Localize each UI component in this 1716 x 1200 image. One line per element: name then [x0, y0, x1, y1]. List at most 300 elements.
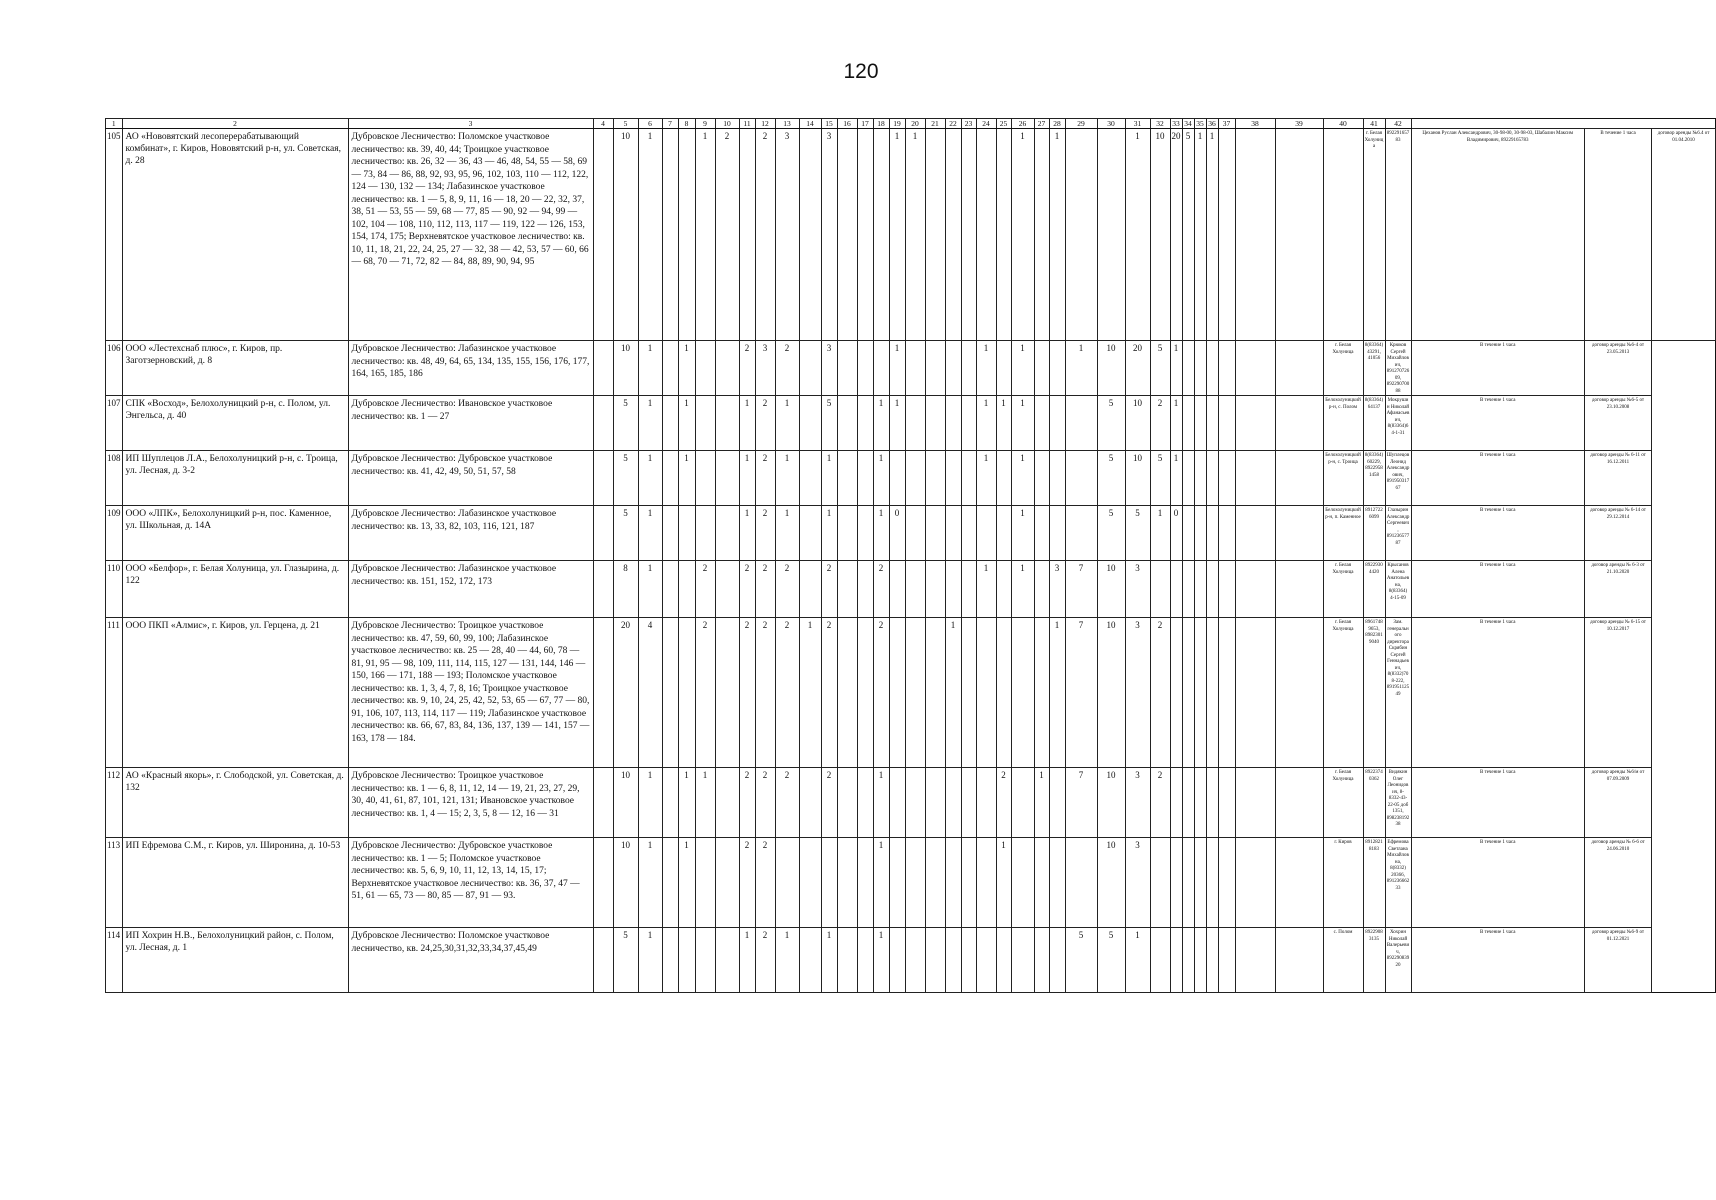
count-cell: 1: [1194, 129, 1206, 341]
count-cell: [857, 928, 873, 993]
count-cell: [905, 506, 925, 561]
count-cell: [1194, 341, 1206, 396]
count-cell: [1275, 618, 1323, 768]
count-cell: [905, 561, 925, 618]
count-cell: [1218, 768, 1235, 838]
count-cell: 1: [678, 396, 695, 451]
count-cell: [593, 341, 613, 396]
count-cell: [1218, 451, 1235, 506]
count-cell: [1049, 341, 1065, 396]
forestry-location-cell: Дубровское Лесничество: Лабазинское участковое лесничество: кв. 151, 152, 172, 173: [348, 561, 593, 618]
count-cell: 5: [821, 396, 837, 451]
row-number: 107: [106, 396, 123, 451]
count-cell: 1: [695, 768, 715, 838]
column-number: 17: [857, 119, 873, 129]
count-cell: 1: [638, 396, 662, 451]
count-cell: [961, 451, 976, 506]
row-number: 111: [106, 618, 123, 768]
count-cell: 7: [1065, 618, 1097, 768]
contract-cell: договор аренды №6/м от 07.09.2009: [1584, 768, 1651, 838]
column-number: 10: [715, 119, 739, 129]
contact-person-cell: Цеханов Руслан Александрович, 30-98-00, 30-98-03, Шабалин Максим Владимирович, 89229165783: [1411, 129, 1584, 341]
count-cell: [961, 561, 976, 618]
count-cell: [1206, 561, 1218, 618]
count-cell: [945, 129, 961, 341]
count-cell: 1: [1125, 928, 1150, 993]
count-cell: 2: [775, 561, 799, 618]
settlement-cell: с. Полом: [1323, 928, 1363, 993]
count-cell: 1: [873, 506, 889, 561]
column-number: 34: [1182, 119, 1194, 129]
count-cell: [1206, 928, 1218, 993]
count-cell: [857, 451, 873, 506]
forest-register-table: [105, 118, 1716, 993]
count-cell: [1235, 341, 1275, 396]
count-cell: 1: [775, 396, 799, 451]
count-cell: [1194, 561, 1206, 618]
table-row: [106, 341, 1716, 396]
count-cell: [1275, 396, 1323, 451]
count-cell: 1: [638, 928, 662, 993]
contract-cell: договор аренды №6-5 от 23.10.2008: [1584, 396, 1651, 451]
count-cell: [1218, 396, 1235, 451]
table-row: [106, 928, 1716, 993]
column-number: 14: [799, 119, 821, 129]
count-cell: [662, 768, 678, 838]
count-cell: 1: [976, 341, 996, 396]
count-cell: [715, 506, 739, 561]
count-cell: 5: [613, 451, 638, 506]
count-cell: 7: [1065, 561, 1097, 618]
column-number: 13: [775, 119, 799, 129]
count-cell: [593, 396, 613, 451]
phone-cell: 8(83364) 64137: [1363, 396, 1385, 451]
count-cell: 5: [1097, 451, 1125, 506]
count-cell: [678, 561, 695, 618]
response-time-cell: В течение 1 часа: [1584, 129, 1651, 341]
count-cell: 1: [739, 396, 755, 451]
count-cell: 1: [821, 928, 837, 993]
contract-cell: договор аренды №6-4 от 23.05.2013: [1584, 341, 1651, 396]
count-cell: 1: [873, 396, 889, 451]
count-cell: 2: [1150, 618, 1170, 768]
count-cell: 1: [1011, 506, 1034, 561]
table-row: [106, 838, 1716, 928]
contact-person-cell: Глазырин Александр Сергеевич, 89123657787: [1385, 506, 1411, 561]
settlement-cell: г. Белая Холуница: [1363, 129, 1385, 341]
column-number: 40: [1323, 119, 1363, 129]
count-cell: [1011, 618, 1034, 768]
count-cell: [1218, 838, 1235, 928]
count-cell: 1: [996, 396, 1011, 451]
count-cell: [996, 451, 1011, 506]
count-cell: 5: [1150, 341, 1170, 396]
count-cell: 3: [821, 341, 837, 396]
contact-person-cell: Ефремова Светлана Михайловна, 8(8332) 20366, 89123666233: [1385, 838, 1411, 928]
count-cell: 1: [1049, 618, 1065, 768]
count-cell: [961, 341, 976, 396]
column-number: 27: [1034, 119, 1049, 129]
forestry-location-cell: Дубровское Лесничество: Троицкое участковое лесничество: кв. 1 — 6, 8, 11, 12, 14 — 19, 21, 23, 27, 29, 30, 40, 41, 61, 87, 101, 121, 131; Ивановское участковое лесничество: кв. 1, 4 — 15; 2, 3, 5, 8 — 12, 16 — 31: [348, 768, 593, 838]
phone-cell: 89617489653, 89823019040: [1363, 618, 1385, 768]
count-cell: [593, 451, 613, 506]
count-cell: [905, 928, 925, 993]
count-cell: [945, 506, 961, 561]
count-cell: 1: [945, 618, 961, 768]
count-cell: [857, 618, 873, 768]
count-cell: [925, 506, 945, 561]
count-cell: [1206, 838, 1218, 928]
count-cell: [976, 129, 996, 341]
count-cell: [799, 768, 821, 838]
count-cell: [925, 396, 945, 451]
count-cell: 5: [1182, 129, 1194, 341]
column-number: 32: [1150, 119, 1170, 129]
contract-cell: договор аренды № 6-3 от 21.10.2020: [1584, 561, 1651, 618]
count-cell: [857, 768, 873, 838]
count-cell: [593, 129, 613, 341]
count-cell: [799, 396, 821, 451]
count-cell: [1170, 928, 1182, 993]
count-cell: 1: [638, 451, 662, 506]
count-cell: 1: [775, 506, 799, 561]
count-cell: [1275, 768, 1323, 838]
count-cell: [715, 768, 739, 838]
count-cell: [1011, 928, 1034, 993]
count-cell: 3: [1125, 561, 1150, 618]
count-cell: [1150, 561, 1170, 618]
count-cell: [1235, 129, 1275, 341]
response-time-cell: В течение 1 часа: [1411, 768, 1584, 838]
contract-cell: договор аренды № 6-6 от 24.06.2010: [1584, 838, 1651, 928]
count-cell: 1: [821, 506, 837, 561]
count-cell: [1194, 838, 1206, 928]
count-cell: 2: [873, 618, 889, 768]
count-cell: 4: [638, 618, 662, 768]
count-cell: [1275, 129, 1323, 341]
count-cell: [976, 768, 996, 838]
count-cell: [695, 928, 715, 993]
column-number: 1: [106, 119, 123, 129]
count-cell: [1275, 451, 1323, 506]
count-cell: [662, 838, 678, 928]
count-cell: 3: [821, 129, 837, 341]
count-cell: [695, 838, 715, 928]
column-number-row: [106, 119, 1716, 129]
count-cell: [1182, 561, 1194, 618]
count-cell: 2: [775, 341, 799, 396]
count-cell: 5: [1065, 928, 1097, 993]
count-cell: 1: [638, 129, 662, 341]
count-cell: 1: [638, 768, 662, 838]
response-time-cell: В течение 1 часа: [1411, 506, 1584, 561]
forestry-location-cell: Дубровское Лесничество: Поломское участковое лесничество, кв. 24,25,30,31,32,33,34,37,45,49: [348, 928, 593, 993]
count-cell: 2: [739, 561, 755, 618]
forestry-location-cell: Дубровское Лесничество: Поломское участковое лесничество: кв. 39, 40, 44; Троицкое участковое лесничество: кв. 26, 32 — 36, 43 — 46, 48, 54, 55 — 58, 69 — 73, 84 — 86, 88, 92, 93, 95, 96, 102, 103, 110 — 112, 122, 124 — 130, 132 — 134; Лабазинское участковое лесничество: кв. 1 — 5, 8, 9, 11, 16 — 18, 20 — 22, 32, 37, 38, 51 — 53, 55 — 59, 68 — 77, 85 — 90, 92 — 94, 99 — 102, 104 — 108, 110, 112, 113, 117 — 119, 122 — 126, 153, 154, 174, 175; Верхневятское участковое лесничество: кв. 10, 11, 18, 21, 22, 24, 25, 27 — 32, 38 — 42, 53, 57 — 60, 66 — 68, 70 — 71, 72, 82 — 84, 88, 89, 90, 94, 95: [348, 129, 593, 341]
column-number: 4: [593, 119, 613, 129]
settlement-cell: г. Белая Холуница: [1323, 341, 1363, 396]
count-cell: 1: [976, 451, 996, 506]
count-cell: 1: [821, 451, 837, 506]
column-number: 18: [873, 119, 889, 129]
count-cell: 1: [1049, 129, 1065, 341]
column-number: 15: [821, 119, 837, 129]
count-cell: 1: [1011, 396, 1034, 451]
count-cell: 20: [1125, 341, 1150, 396]
count-cell: [1049, 768, 1065, 838]
count-cell: [662, 396, 678, 451]
count-cell: [1182, 506, 1194, 561]
count-cell: 1: [638, 341, 662, 396]
count-cell: [961, 928, 976, 993]
column-number: 37: [1218, 119, 1235, 129]
count-cell: [1049, 451, 1065, 506]
count-cell: [1182, 618, 1194, 768]
count-cell: [799, 838, 821, 928]
count-cell: [976, 928, 996, 993]
count-cell: 3: [1049, 561, 1065, 618]
count-cell: [662, 451, 678, 506]
count-cell: [1049, 838, 1065, 928]
count-cell: [873, 341, 889, 396]
count-cell: [905, 838, 925, 928]
count-cell: [678, 618, 695, 768]
count-cell: 2: [821, 561, 837, 618]
settlement-cell: г. Белая Холуница: [1323, 561, 1363, 618]
settlement-cell: Белохолуницкий р-н, с. Полом: [1323, 396, 1363, 451]
count-cell: [889, 451, 905, 506]
count-cell: [1182, 451, 1194, 506]
phone-cell: 8(83364) 43291, 41056: [1363, 341, 1385, 396]
phone-cell: 89229304420: [1363, 561, 1385, 618]
count-cell: [1034, 129, 1049, 341]
count-cell: 2: [755, 838, 775, 928]
count-cell: [837, 618, 857, 768]
organization-cell: ИП Шуплецов Л.А., Белохолуницкий р-н, с. Троица, ул. Лесная, д. 3-2: [122, 451, 348, 506]
response-time-cell: В течение 1 часа: [1411, 928, 1584, 993]
count-cell: [715, 396, 739, 451]
count-cell: [1323, 129, 1363, 341]
count-cell: [1235, 838, 1275, 928]
count-cell: [1034, 838, 1049, 928]
count-cell: 1: [905, 129, 925, 341]
count-cell: [1049, 506, 1065, 561]
count-cell: [837, 838, 857, 928]
forestry-location-cell: Дубровское Лесничество: Троицкое участковое лесничество: кв. 47, 59, 60, 99, 100; Лабазинское участковое лесничество: кв. 25 — 28, 40 — 44, 60, 78 — 81, 91, 95 — 98, 109, 111, 114, 115, 127 — 131, 144, 146 — 150, 166 — 171, 188 — 193; Поломское участковое лесничество: кв. 1, 3, 4, 7, 8, 16; Троицкое участковое лесничество: кв. 9, 10, 24, 25, 42, 52, 53, 65 — 67, 77 — 80, 91, 106, 107, 113, 114, 117 — 119; Лабазинское участковое лесничество: кв. 66, 67, 83, 84, 136, 137, 139 — 141, 157 — 163, 178 — 184.: [348, 618, 593, 768]
count-cell: [1011, 838, 1034, 928]
count-cell: 0: [889, 506, 905, 561]
count-cell: [1182, 838, 1194, 928]
contact-person-cell: Хохрин Николай Валерьевич, 89229083920: [1385, 928, 1411, 993]
count-cell: [1182, 396, 1194, 451]
settlement-cell: г. Белая Холуница: [1323, 618, 1363, 768]
column-number: 22: [945, 119, 961, 129]
count-cell: [715, 451, 739, 506]
count-cell: [945, 451, 961, 506]
count-cell: 10: [613, 768, 638, 838]
table-row: [106, 451, 1716, 506]
count-cell: 1: [976, 561, 996, 618]
count-cell: [695, 506, 715, 561]
column-number: 38: [1235, 119, 1275, 129]
column-number: 25: [996, 119, 1011, 129]
column-number: 19: [889, 119, 905, 129]
organization-cell: ООО ПКП «Алмис», г. Киров, ул. Герцена, д. 21: [122, 618, 348, 768]
count-cell: 1: [1011, 341, 1034, 396]
count-cell: 5: [1125, 506, 1150, 561]
count-cell: [662, 561, 678, 618]
count-cell: [1194, 506, 1206, 561]
count-cell: [837, 451, 857, 506]
column-number: 7: [662, 119, 678, 129]
count-cell: [945, 396, 961, 451]
count-cell: 10: [1097, 341, 1125, 396]
count-cell: [1206, 506, 1218, 561]
table-row: [106, 396, 1716, 451]
count-cell: [593, 561, 613, 618]
count-cell: [976, 838, 996, 928]
count-cell: [1194, 768, 1206, 838]
column-number: 20: [905, 119, 925, 129]
count-cell: [1275, 561, 1323, 618]
count-cell: [925, 451, 945, 506]
column-number: 29: [1065, 119, 1097, 129]
count-cell: [1206, 341, 1218, 396]
count-cell: [889, 618, 905, 768]
count-cell: 1: [873, 928, 889, 993]
count-cell: [1049, 396, 1065, 451]
organization-cell: ООО «Лестехснаб плюс», г. Киров, пр. Заготзерновский, д. 8: [122, 341, 348, 396]
count-cell: 1: [996, 838, 1011, 928]
count-cell: [593, 838, 613, 928]
count-cell: 2: [1150, 768, 1170, 838]
count-cell: [1194, 451, 1206, 506]
count-cell: [857, 341, 873, 396]
count-cell: 1: [1065, 341, 1097, 396]
count-cell: 1: [775, 451, 799, 506]
count-cell: [925, 838, 945, 928]
forestry-location-cell: Дубровское Лесничество: Ивановское участковое лесничество: кв. 1 — 27: [348, 396, 593, 451]
count-cell: 3: [1125, 618, 1150, 768]
count-cell: 1: [739, 506, 755, 561]
count-cell: [945, 768, 961, 838]
column-number: 8: [678, 119, 695, 129]
response-time-cell: В течение 1 часа: [1411, 451, 1584, 506]
column-number: 2: [122, 119, 348, 129]
count-cell: [1235, 451, 1275, 506]
count-cell: [821, 838, 837, 928]
count-cell: [799, 928, 821, 993]
organization-cell: ООО «Белфор», г. Белая Холуница, ул. Глазырина, д. 122: [122, 561, 348, 618]
count-cell: [1150, 838, 1170, 928]
row-number: 113: [106, 838, 123, 928]
count-cell: [996, 506, 1011, 561]
page-number: 120: [843, 60, 879, 83]
count-cell: 1: [1011, 451, 1034, 506]
count-cell: [1206, 451, 1218, 506]
count-cell: [961, 396, 976, 451]
forestry-location-cell: Дубровское Лесничество: Лабазинское участковое лесничество: кв. 48, 49, 64, 65, 134, 135, 155, 156, 176, 177, 164, 165, 185, 186: [348, 341, 593, 396]
count-cell: 2: [695, 618, 715, 768]
count-cell: [1275, 341, 1323, 396]
count-cell: 2: [755, 618, 775, 768]
count-cell: [715, 838, 739, 928]
count-cell: [1034, 928, 1049, 993]
count-cell: 5: [613, 396, 638, 451]
count-cell: 1: [1206, 129, 1218, 341]
count-cell: 2: [695, 561, 715, 618]
count-cell: [905, 768, 925, 838]
contract-cell: договор аренды № 6-11 от 16.12.2011: [1584, 451, 1651, 506]
organization-cell: АО «Красный якорь», г. Слободской, ул. Советская, д. 132: [122, 768, 348, 838]
count-cell: [905, 341, 925, 396]
count-cell: 10: [1125, 451, 1150, 506]
count-cell: [799, 129, 821, 341]
count-cell: [1218, 341, 1235, 396]
count-cell: [1235, 928, 1275, 993]
count-cell: 1: [976, 396, 996, 451]
count-cell: 1: [1170, 396, 1182, 451]
count-cell: [945, 561, 961, 618]
count-cell: 2: [1150, 396, 1170, 451]
forestry-location-cell: Дубровское Лесничество: Лабазинское участковое лесничество: кв. 13, 33, 82, 103, 116, 121, 187: [348, 506, 593, 561]
count-cell: [1170, 561, 1182, 618]
count-cell: 10: [1097, 768, 1125, 838]
count-cell: [1034, 451, 1049, 506]
count-cell: [996, 341, 1011, 396]
count-cell: 3: [775, 129, 799, 341]
count-cell: [1235, 618, 1275, 768]
count-cell: 20: [1170, 129, 1182, 341]
forestry-location-cell: Дубровское Лесничество: Дубровское участковое лесничество: кв. 41, 42, 49, 50, 51, 57, 58: [348, 451, 593, 506]
count-cell: [976, 618, 996, 768]
count-cell: [1206, 396, 1218, 451]
count-cell: [593, 928, 613, 993]
count-cell: 1: [638, 506, 662, 561]
count-cell: 10: [1097, 838, 1125, 928]
count-cell: [1218, 506, 1235, 561]
count-cell: [857, 129, 873, 341]
count-cell: [945, 341, 961, 396]
count-cell: [1182, 341, 1194, 396]
count-cell: 10: [1125, 396, 1150, 451]
count-cell: [996, 928, 1011, 993]
column-number: 31: [1125, 119, 1150, 129]
count-cell: [1049, 928, 1065, 993]
count-cell: 2: [821, 768, 837, 838]
count-cell: 1: [775, 928, 799, 993]
count-cell: 1: [678, 768, 695, 838]
table-row: [106, 561, 1716, 618]
count-cell: [715, 928, 739, 993]
row-number: 112: [106, 768, 123, 838]
count-cell: [1170, 838, 1182, 928]
phone-cell: 89223740362: [1363, 768, 1385, 838]
count-cell: [925, 928, 945, 993]
count-cell: [961, 838, 976, 928]
count-cell: 2: [755, 928, 775, 993]
count-cell: [799, 451, 821, 506]
row-number: 114: [106, 928, 123, 993]
response-time-cell: В течение 1 часа: [1411, 561, 1584, 618]
count-cell: 1: [799, 618, 821, 768]
count-cell: 1: [1011, 129, 1034, 341]
count-cell: [593, 618, 613, 768]
contact-person-cell: Зам. генерального директора Скрябин Сергей Геннадьевич, 8(8332)708-222, 89195112549: [1385, 618, 1411, 768]
table-row: [106, 618, 1716, 768]
count-cell: 5: [613, 506, 638, 561]
count-cell: 1: [1150, 506, 1170, 561]
